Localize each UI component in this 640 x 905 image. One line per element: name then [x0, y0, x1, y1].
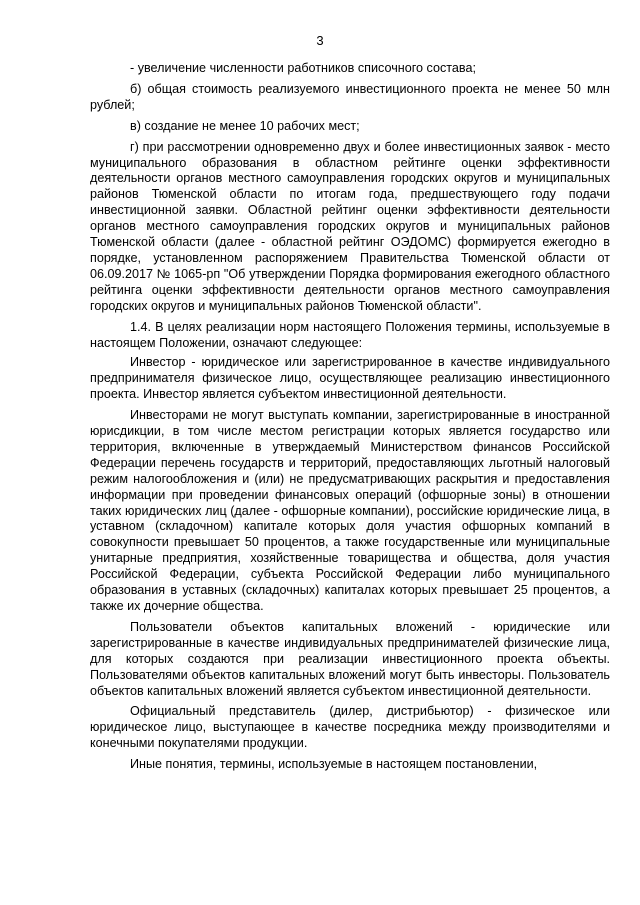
document-body: [90, 61, 610, 778]
paragraph-other-terms: Иные понятия, термины, используемые в настоящем постановлении,: [130, 757, 538, 772]
paragraph-criterion-g: г) при рассмотрении одновременно двух и более инвестиционных заявок - место муниципального образования в областном рейтинге оценки эффективности деятельности органов местного самоуправления городских округов и муниципальных районов Тюменской области по итогам года, предшествующего году подачи инвестиционной заявки. Областной рейтинг оценки эффективности деятельности органов местного самоуправления городских округов и муниципальных районов Тюменской области (далее - областной рейтинг ОЭДОМС) формируется ежегодно в порядке, установленном распоряжением Правительства Тюменской области от 06.09.2017 № 1065-рп "Об утверждении Порядка формирования ежегодного областного рейтинга оценки эффективности деятельности органов местного самоуправления городских округов и муниципальных районов Тюменской области".: [90, 139, 610, 313]
paragraph-section-1-4: 1.4. В целях реализации норм настоящего Положения термины, используемые в настоящем Положении, означают следующее:: [90, 319, 610, 350]
paragraph-investor-definition: Инвестор - юридическое или зарегистрированное в качестве индивидуального предпринимателя физическое лицо, осуществляющее реализацию инвестиционного проекта. Инвестор является субъектом инвестиционной деятельности.: [90, 355, 610, 402]
paragraph-users-definition: Пользователи объектов капитальных вложений - юридические или зарегистрированные в качестве индивидуальных предпринимателей физические лица, для которых создаются при реализации инвестиционного проекта объекты. Пользователями объектов капитальных вложений могут быть инвесторы. Пользователь объектов капитальных вложений является субъектом инвестиционной деятельности.: [90, 619, 610, 698]
paragraph-criterion-b: б) общая стоимость реализуемого инвестиционного проекта не менее 50 млн рублей;: [90, 81, 610, 112]
paragraph-investor-restrictions: Инвесторами не могут выступать компании, зарегистрированные в иностранной юрисдикции, в том числе местом регистрации которых является государство или территория, включенные в утверждаемый Министерством финансов Российской Федерации перечень государств и территорий, предоставляющих льготный налоговый режим налогообложения и (или) не предусматривающих раскрытия и предоставления информации при проведении финансовых операций (офшорные зоны) в отношении таких юридических лиц (далее - офшорные компании), российские юридические лица, в уставном (складочном) капитале которых доля участия офшорных компаний в совокупности превышает 50 процентов, а также государственные или муниципальные унитарные предприятия, хозяйственные товарищества и общества, доля участия Российской Федерации, субъекта Российской Федерации либо муниципального образования в уставных (складочных) капиталах которых превышает 25 процентов, а также их дочерние общества.: [90, 408, 610, 613]
page-number: 3: [316, 33, 324, 48]
paragraph-representative-definition: Официальный представитель (дилер, дистрибьютор) - физическое или юридическое лицо, выступающее в качестве посредника между производителями и конечными покупателями продукции.: [90, 704, 610, 751]
paragraph-criterion-v: в) создание не менее 10 рабочих мест;: [130, 118, 360, 133]
paragraph-headcount-criterion: - увеличение численности работников списочного состава;: [130, 61, 476, 75]
